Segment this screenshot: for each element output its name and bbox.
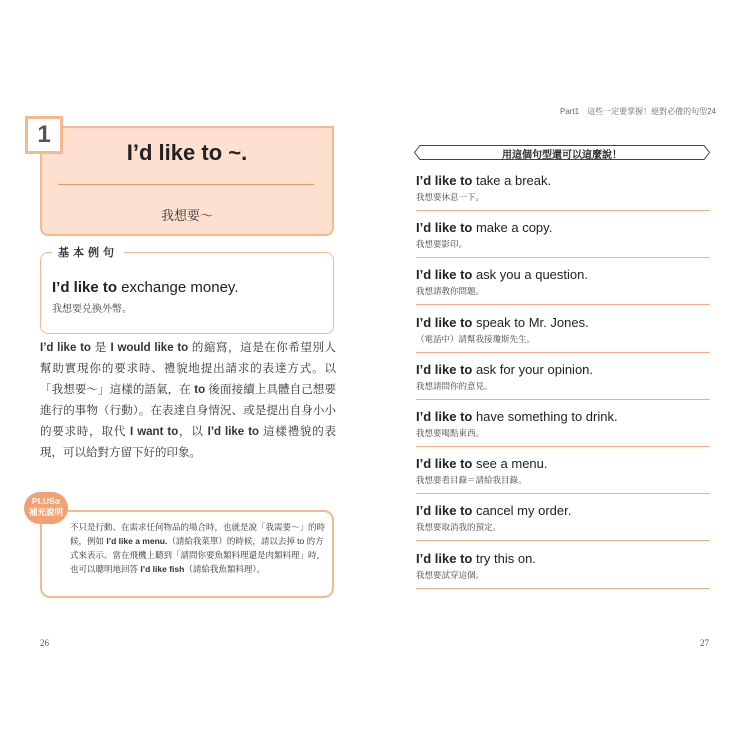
plus-run: （請給我菜單）的時候，請以去掉 to 的方式來表示。當在飛機上聽到「請問你要魚類料理還是肉類料理」時，也可以聰明地回答 [70,536,326,574]
phrase-divider [416,588,710,589]
phrase-rest: have something to drink. [472,409,618,424]
banner-text: 用這個句型還可以這麼說！ [502,150,622,161]
phrase-divider [416,540,710,541]
plus-run: I’d like fish [140,564,185,574]
phrase-translation: 我想要影印。 [416,239,468,250]
plus-run: （請給我魚類料理）。 [184,564,266,574]
running-header: Part1 這些一定要掌握！絕對必備的句型24 [560,107,717,116]
phrase-divider [416,399,710,400]
phrase-divider [416,257,710,258]
plus-badge [24,492,68,524]
phrase-item [416,551,710,581]
phrase-divider [416,493,710,494]
phrase-english [416,551,710,566]
phrase-divider [416,446,710,447]
phrase-rest: ask you a question. [472,267,588,283]
page-number-right: 27 [700,638,709,648]
phrase-item [416,409,710,439]
phrase-english [416,220,710,235]
explanation-run: to [194,384,206,396]
phrase-translation: 我想要喝點東西。 [416,428,485,438]
phrase-bold: I’d like to [416,361,473,377]
explanation-run: I’d like to [207,426,260,438]
plus-run: 不只是行動、在需求任何物品的場合時，也就是說「我需要～」的時候，例如 [70,522,326,546]
phrase-item [416,315,710,345]
phrase-bold: I’d like to [416,314,473,330]
phrase-bold: I’d like to [416,456,473,472]
phrase-translation: （電話中）請幫我接瓊斯先生。 [416,333,536,344]
phrase-item [416,362,710,392]
phrase-bold: I’d like to [416,550,473,566]
phrase-english [416,315,710,330]
phrase-english [416,456,710,471]
phrase-english [416,503,710,518]
example-label: 基本例句 [52,244,124,260]
phrase-bold: I’d like to [416,409,473,424]
page-subtitle: 我想要～ [160,208,213,223]
phrase-rest: try this on. [472,550,536,566]
phrase-item [416,220,710,250]
explanation-run: 這樣禮貌的表現，可以給對方留下好的印象。 [40,426,337,459]
phrase-rest: ask for your opinion. [472,361,594,377]
phrase-translation: 我想要看目錄＝請給我目錄。 [416,475,527,486]
phrase-english [416,362,710,377]
phrase-rest: make a copy. [472,220,553,236]
phrase-translation: 我想要休息一下。 [416,192,485,202]
page-number-left: 26 [40,638,49,648]
phrase-rest: see a menu. [472,456,548,472]
example-rest: exchange money. [117,279,239,296]
phrase-translation: 我想要試穿這個。 [416,569,485,580]
plus-run: I’d like a menu. [106,536,168,546]
explanation-run: 後面接續上具體自己想要進行的事物（行動）。在表達自身情況、或是提出自身小小的要求時，取代 [40,384,336,438]
phrase-rest: speak to Mr. Jones. [472,314,589,330]
phrase-divider [416,352,710,353]
phrase-item [416,173,710,203]
phrase-bold: I’d like to [416,503,473,519]
explanation-run: I would like to [110,342,189,354]
phrase-item [416,503,710,533]
phrase-item [416,267,710,297]
explanation-run: I’d like to [40,342,91,354]
title-divider [58,184,314,185]
phrase-divider [416,304,710,305]
page-title: I’d like to ~. [126,140,248,165]
explanation-run: ，以 [178,426,208,438]
plus-badge-line2: 補充說明 [28,507,63,517]
explanation-run: I want to [130,426,179,438]
explanation-run: 是 [90,342,111,354]
phrase-english [416,409,710,424]
example-translation: 我想要兑換外幣。 [52,304,132,315]
phrase-translation: 我想請教你問題。 [416,286,485,297]
explanation-run: 的縮寫，這是在你希望別人幫助實現你的要求時、禮貌地提出請求的表達方式。以「我想要～」這樣的語氣，在 [40,342,336,396]
example-bold: I’d like to [52,279,118,296]
explanation-text [40,338,336,464]
phrase-english [416,267,710,282]
phrase-item [416,456,710,486]
phrase-english [416,173,710,188]
phrase-divider [416,210,710,211]
phrase-bold: I’d like to [416,267,473,283]
plus-text [70,520,326,576]
phrase-bold: I’d like to [416,220,473,236]
example-sentence [52,279,238,296]
phrase-rest: cancel my order. [472,503,572,519]
phrase-translation: 我想請問你的意見。 [416,380,493,391]
lesson-number: 1 [25,116,63,154]
plus-badge-line1: PLUSα [32,496,60,506]
phrase-translation: 我想要取消我的預定。 [416,522,502,533]
phrase-rest: take a break. [472,173,552,188]
phrase-bold: I’d like to [416,173,473,188]
